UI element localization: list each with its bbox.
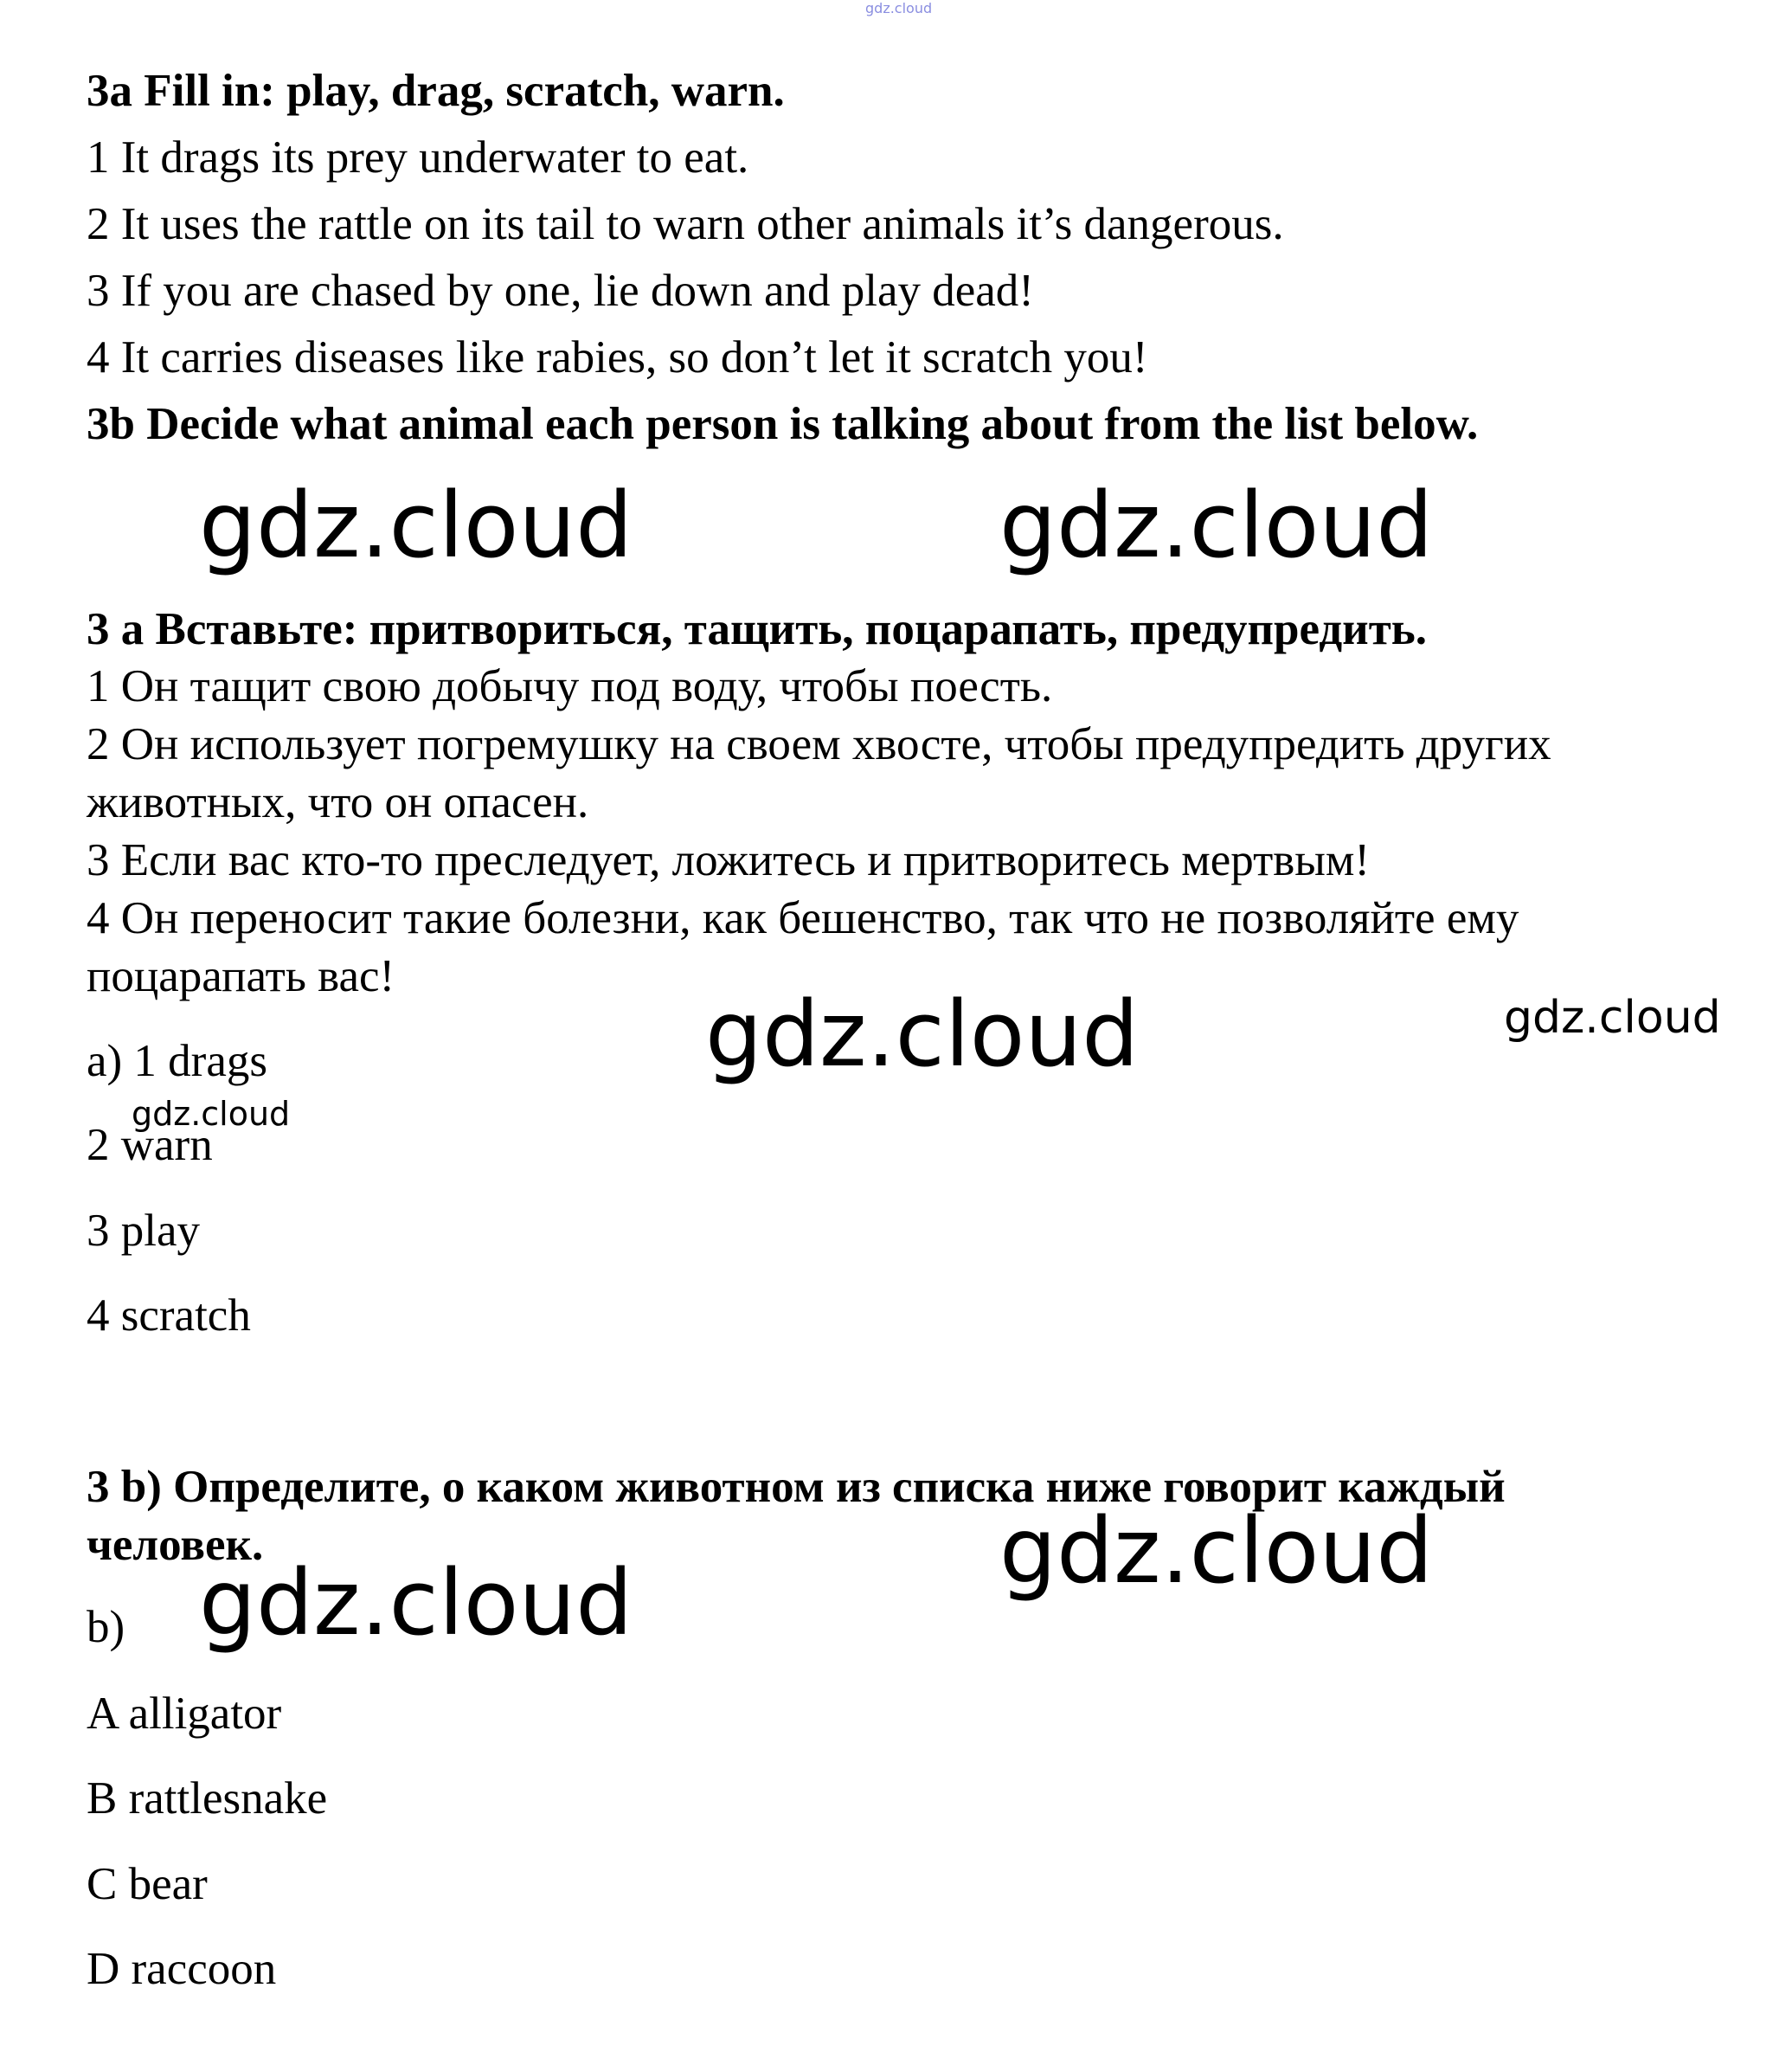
task-3a-item-4: 4 It carries diseases like rabies, so don’t let it scratch you! xyxy=(87,332,1148,383)
task-3a-item-2: 2 It uses the rattle on its tail to warn other animals it’s dangerous. xyxy=(87,199,1284,249)
ru-task-b-title-line-2: человек. xyxy=(87,1520,264,1570)
task-3a-item-3: 3 If you are chased by one, lie down and play dead! xyxy=(87,266,1034,316)
ru-task-a-line-1: 1 Он тащит свою добычу под воду, чтобы поесть. xyxy=(87,661,1053,711)
answer-a-3: 3 play xyxy=(87,1206,200,1256)
answer-b-c: C bear xyxy=(87,1859,208,1909)
task-3a-title: 3a Fill in: play, drag, scratch, warn. xyxy=(87,66,785,116)
header-watermark: gdz.cloud xyxy=(865,0,933,16)
answer-b-b: B rattlesnake xyxy=(87,1773,328,1824)
watermark: gdz.cloud xyxy=(999,1498,1434,1604)
ru-task-a-line-6: поцарапать вас! xyxy=(87,951,395,1001)
ru-task-a-line-5: 4 Он переносит такие болезни, как бешенство, так что не позволяйте ему xyxy=(87,893,1519,943)
answer-a-1: а) 1 drags xyxy=(87,1036,267,1086)
ru-task-a-line-2: 2 Он использует погремушку на своем хвосте, чтобы предупредить других xyxy=(87,719,1551,769)
task-3b-title: 3b Decide what animal each person is talking about from the list below. xyxy=(87,399,1479,449)
answer-a-4: 4 scratch xyxy=(87,1290,251,1341)
ru-task-a-line-3: животных, что он опасен. xyxy=(87,777,589,827)
watermark: gdz.cloud xyxy=(705,981,1140,1087)
task-3a-item-1: 1 It drags its prey underwater to eat. xyxy=(87,132,749,183)
answer-b-d: D raccoon xyxy=(87,1944,277,1994)
answer-b-label: b) xyxy=(87,1602,125,1652)
watermark: gdz.cloud xyxy=(199,1550,633,1656)
ru-task-a-line-4: 3 Если вас кто-то преследует, ложитесь и притворитесь мертвым! xyxy=(87,835,1371,885)
ru-task-a-title: 3 а Вставьте: притвориться, тащить, поцарапать, предупредить. xyxy=(87,604,1428,654)
watermark: gdz.cloud xyxy=(132,1095,291,1133)
watermark: gdz.cloud xyxy=(1504,992,1721,1044)
answer-a-2: 2 warn xyxy=(87,1120,213,1170)
ru-task-b-title-line-1: 3 b) Определите, о каком животном из списка ниже говорит каждый xyxy=(87,1462,1506,1512)
watermark: gdz.cloud xyxy=(999,473,1434,578)
answer-b-a: A alligator xyxy=(87,1689,282,1739)
watermark: gdz.cloud xyxy=(199,473,633,578)
